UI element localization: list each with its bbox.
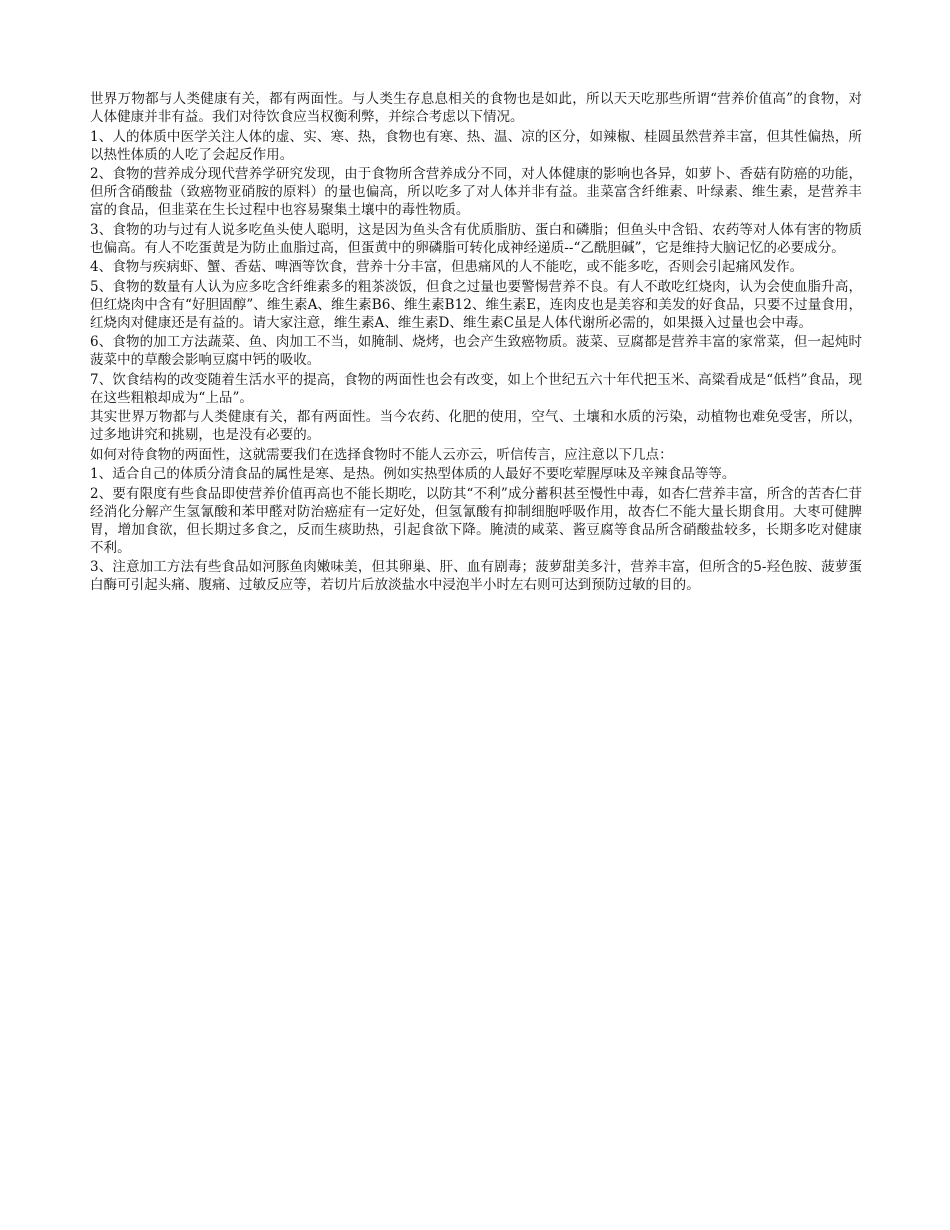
point-1-constitution: 1、人的体质中医学关注人体的虚、实、寒、热，食物也有寒、热、温、凉的区分，如辣椒、桂圆虽然营养丰富，但其性偏热，所以热性体质的人吃了会起反作用。 (90, 128, 862, 163)
how-to-paragraph: 如何对待食物的两面性，这就需要我们在选择食物时不能人云亦云，听信传言，应注意以下几点： (90, 446, 673, 463)
point-4-disease: 4、食物与疾病虾、蟹、香菇、啤酒等饮食，营养十分丰富，但患痛风的人不能吃，或不能多吃，否则会引起痛风发作。 (90, 259, 804, 275)
point-7-diet-structure: 7、饮食结构的改变随着生活水平的提高，食物的两面性也会有改变，如上个世纪五六十年代把玉米、高粱看成是“低档”食品，现在这些粗粮却成为“上品”。 (90, 371, 862, 406)
point-5-quantity: 5、食物的数量有人认为应多吃含纤维素多的粗茶淡饭，但食之过量也要警惕营养不良。有人不敢吃红烧肉，认为会使血脂升高，但红烧肉中含有“好胆固醇”、维生素A、维生素B6、维生素B12、维生素E，连肉皮也是美容和美发的好食品，只要不过量食用，红烧肉对健康还是有益的。请大家注意，维生素A、维生素D、维生素C虽是人体代谢所必需的，如果摄入过量也会中毒。 (90, 278, 862, 331)
intro-paragraph: 世界万物都与人类健康有关，都有两面性。与人类生存息息相关的食物也是如此，所以天天吃那些所谓“营养价值高”的食物，对人体健康并非有益。我们对待饮食应当权衡利弊，并综合考虑以下情况。 (90, 91, 862, 125)
summary-paragraph: 其实世界万物都与人类健康有关，都有两面性。当今农药、化肥的使用，空气、土壤和水质的污染，动植物也难免受害，所以，过多地讲究和挑剔，也是没有必要的。 (90, 409, 862, 443)
tip-1-fit-constitution: 1、适合自己的体质分清食品的属性是寒、是热。例如实热型体质的人最好不要吃荤腥厚味及辛辣食品等等。 (90, 466, 736, 482)
point-6-processing: 6、食物的加工方法蔬菜、鱼、肉加工不当，如腌制、烧烤，也会产生致癌物质。菠菜、豆腐都是营养丰富的家常菜，但一起炖时菠菜中的草酸会影响豆腐中钙的吸收。 (90, 334, 862, 368)
point-2-nutrients: 2、食物的营养成分现代营养学研究发现，由于食物所含营养成分不同，对人体健康的影响也各异，如萝卜、香菇有防癌的功能，但所含硝酸盐（致癌物亚硝胺的原料）的量也偏高，所以吃多了对人体并非有益。韭菜富含纤维素、叶绿素、维生素，是营养丰富的食品，但韭菜在生长过程中也容易聚集土壤中的毒性物质。 (90, 166, 862, 218)
document-body (90, 90, 862, 596)
tip-3-processing-method: 3、注意加工方法有些食品如河豚鱼肉嫩味美，但其卵巢、肝、血有剧毒；菠萝甜美多汁，营养丰富，但所含的5-羟色胺、菠萝蛋白酶可引起头痛、腹痛、过敏反应等，若切片后放淡盐水中浸泡半小时左右则可达到预防过敏的目的。 (90, 559, 862, 593)
tip-2-moderation: 2、要有限度有些食品即使营养价值再高也不能长期吃，以防其“不利”成分蓄积甚至慢性中毒，如杏仁营养丰富，所含的苦杏仁苷经消化分解产生氢氰酸和苯甲醛对防治癌症有一定好处，但氢氰酸有抑制细胞呼吸作用，故杏仁不能大量长期食用。大枣可健脾胃，增加食欲，但长期过多食之，反而生痰助热，引起食欲下降。腌渍的咸菜、酱豆腐等食品所含硝酸盐较多，长期多吃对健康不利。 (90, 485, 862, 556)
point-3-merits-faults: 3、食物的功与过有人说多吃鱼头使人聪明，这是因为鱼头含有优质脂肪、蛋白和磷脂；但鱼头中含铅、农药等对人体有害的物质也偏高。有人不吃蛋黄是为防止血脂过高，但蛋黄中的卵磷脂可转化成神经递质--“乙酰胆碱”，它是维持大脑记忆的必要成分。 (90, 221, 862, 256)
